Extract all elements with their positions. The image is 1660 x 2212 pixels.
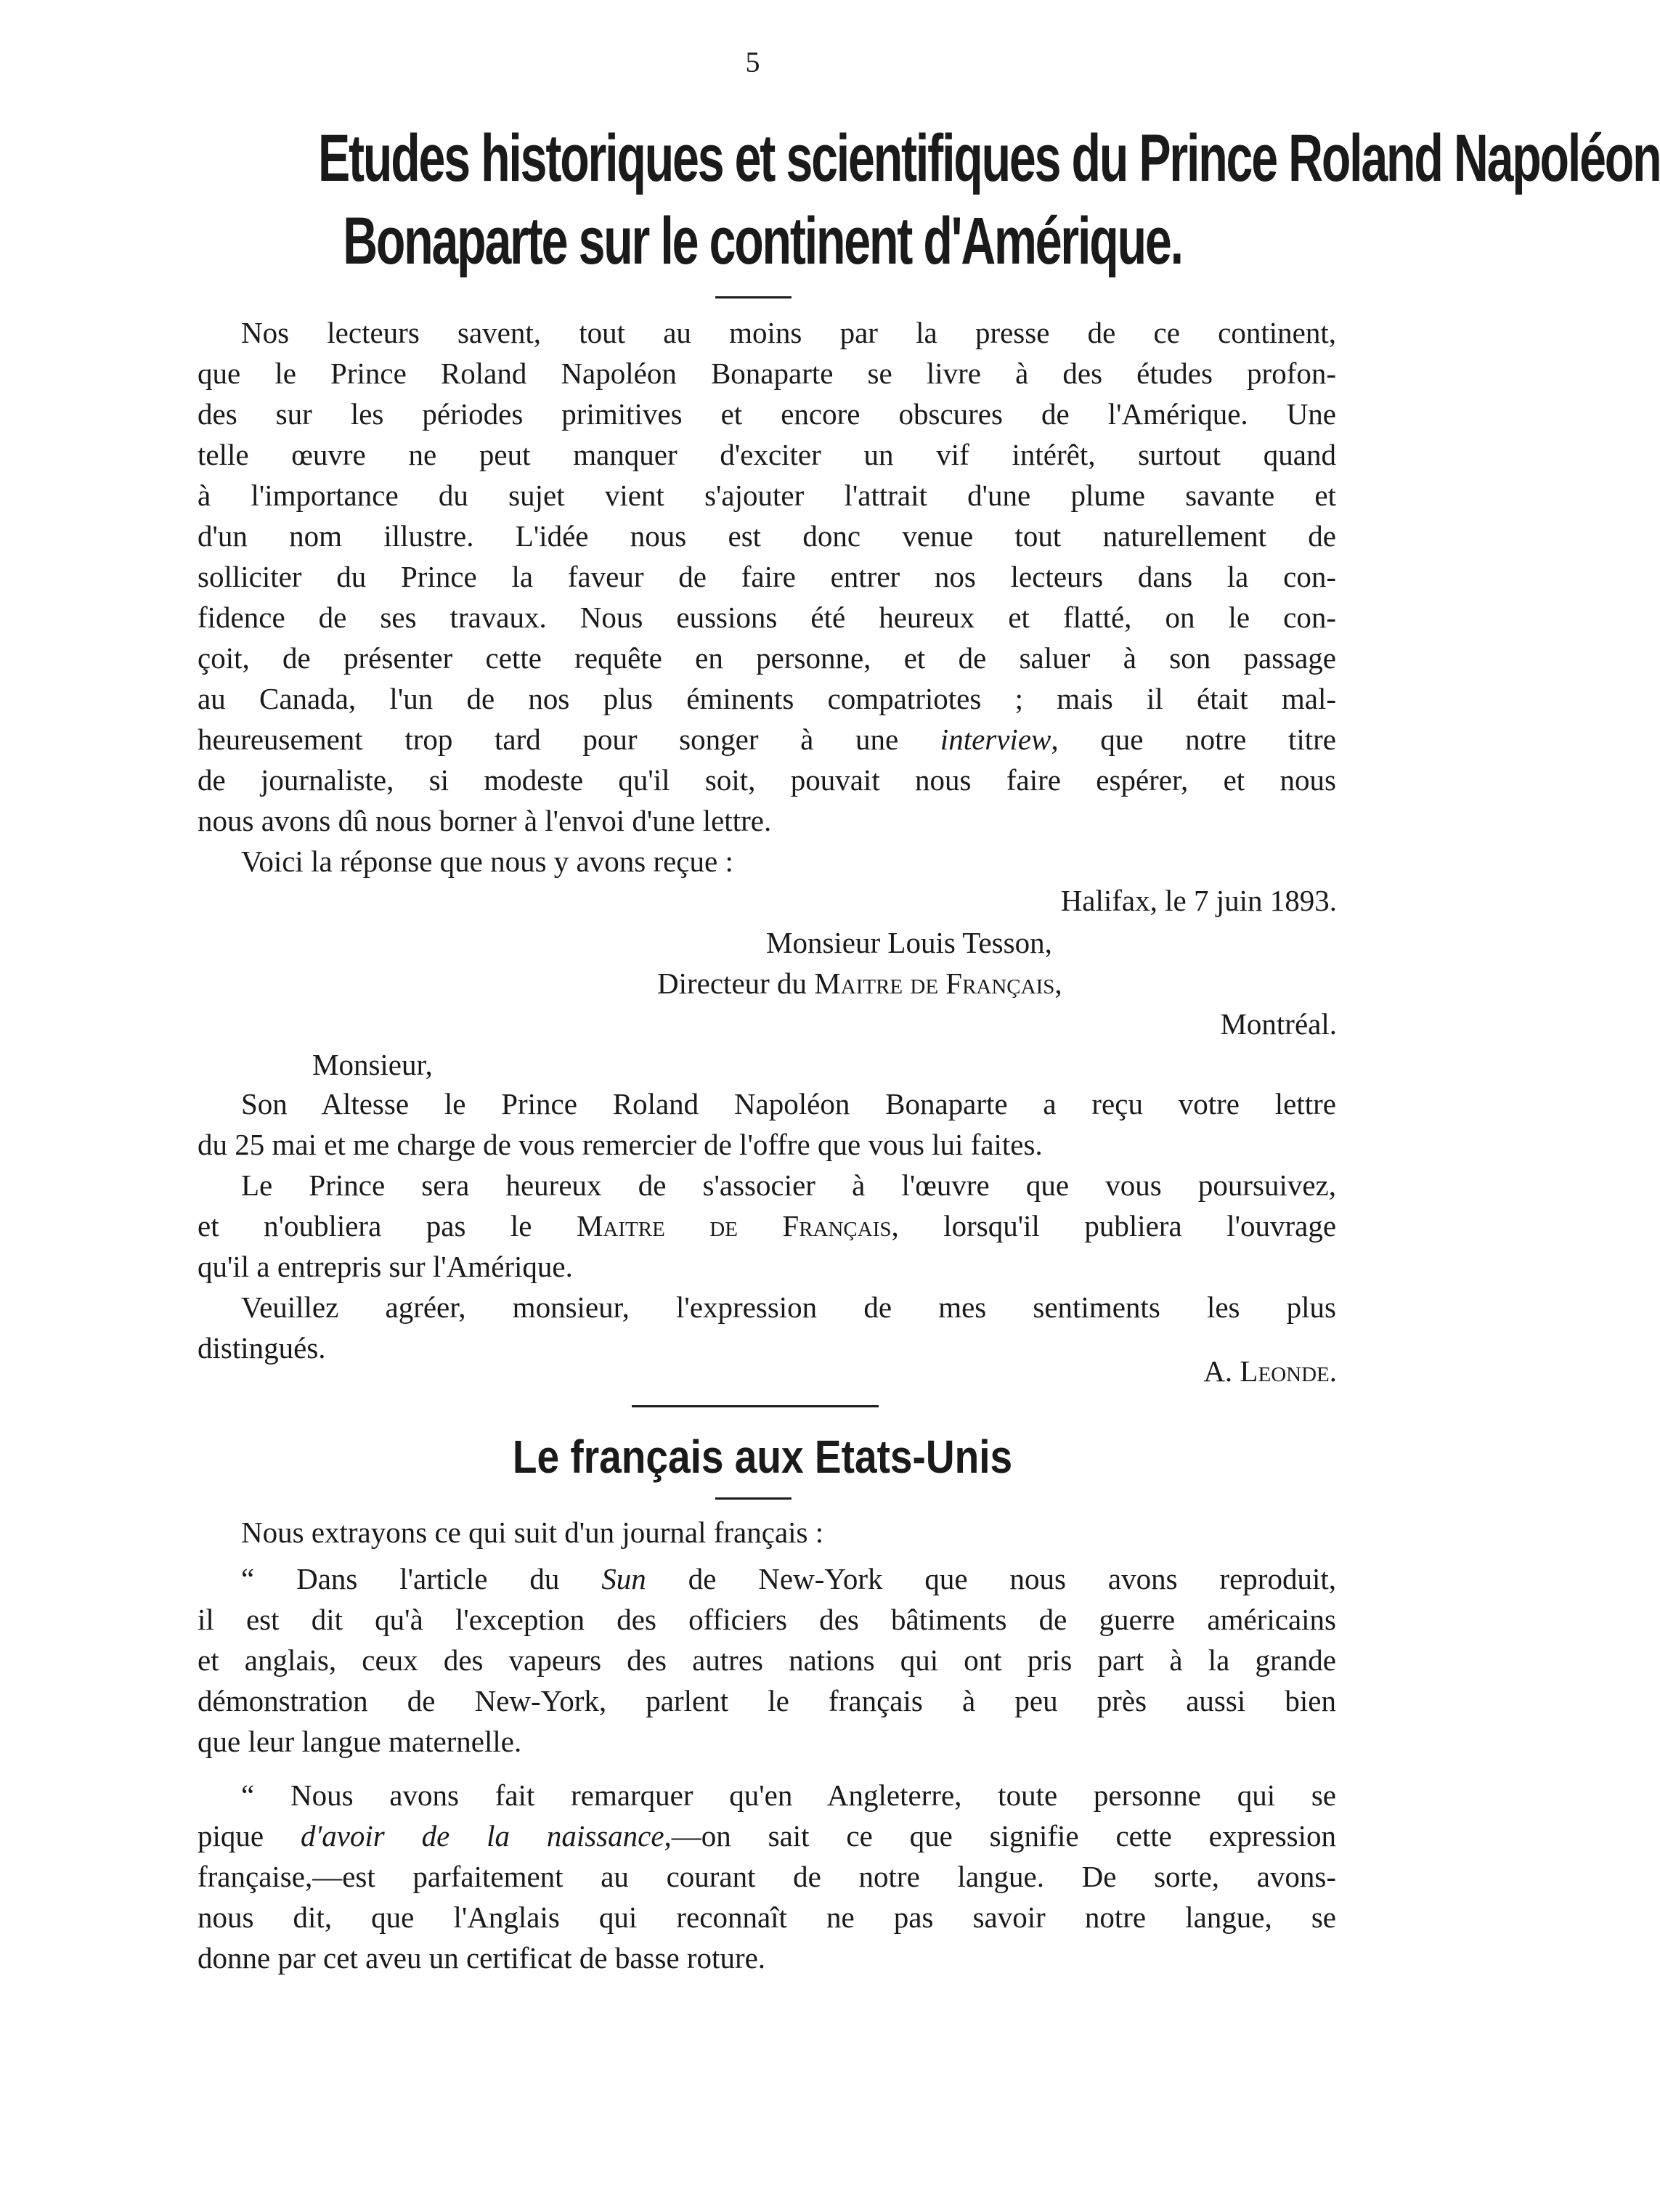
italic-phrase: d'avoir de la naissance (300, 1819, 664, 1853)
text-line: Veuillez agréer, monsieur, l'expression de mes sentiments les plus (241, 1290, 1336, 1324)
text-line: qu'il a entrepris sur l'Amérique. (198, 1250, 573, 1283)
text-line: donne par cet aveu un certificat de basse roture. (198, 1941, 766, 1975)
letter-closing (198, 1287, 1336, 1368)
publication-name: Maitre de Français, (814, 967, 1062, 1000)
letter-addressee-name: Monsieur Louis Tesson, (766, 926, 1052, 959)
text-line: au Canada, l'un de nos plus éminents compatriotes ; mais il était mal- (198, 682, 1336, 715)
reply-intro (198, 841, 1336, 882)
text-line: nous avons dû nous borner à l'envoi d'une lettre. (198, 804, 772, 837)
text-line: çoit, de présenter cette requête en personne, et de saluer à son passage (198, 641, 1336, 675)
text-line: à l'importance du sujet vient s'ajouter l'attrait d'une plume savante et (198, 479, 1336, 512)
text-line: Voici la réponse que nous y avons reçue : (241, 845, 733, 878)
section-divider (632, 1405, 879, 1407)
text-line: Nous extrayons ce qui suit d'un journal français : (241, 1516, 824, 1549)
letter-salutation: Monsieur, (312, 1048, 433, 1081)
text-line: d'un nom illustre. L'idée nous est donc venue tout naturellement de (198, 519, 1336, 553)
interview-word: interview (940, 723, 1051, 756)
text-line: il est dit qu'à l'exception des officiers des bâtiments de guerre américains (198, 1603, 1336, 1636)
title-divider (715, 296, 792, 298)
text-line: démonstration de New-York, parlent le français à peu près aussi bien (198, 1684, 1336, 1717)
article2-intro (198, 1512, 1336, 1553)
text-line: Son Altesse le Prince Roland Napoléon Bonaparte a reçu votre lettre (241, 1087, 1336, 1121)
text-line: Le Prince sera heureux de s'associer à l'œuvre que vous poursuivez, (241, 1168, 1336, 1202)
article-title-line-2: Bonaparte sur le continent d'Amérique. (343, 204, 1182, 278)
article2-paragraph-2 (198, 1775, 1336, 1978)
letter-place-date: Halifax, le 7 juin 1893. (1060, 884, 1337, 917)
heading-divider (715, 1497, 792, 1500)
text-line: et anglais, ceux des vapeurs des autres nations qui ont pris part à la grande (198, 1643, 1336, 1677)
text-segment: et n'oubliera pas le (198, 1209, 532, 1243)
text-line (198, 1815, 1336, 1856)
text-line (198, 1205, 1336, 1246)
text-line: solliciter du Prince la faveur de faire entrer nos lecteurs dans la con- (198, 560, 1336, 593)
text-line: du 25 mai et me charge de vous remercier de l'offre que vous lui faites. (198, 1128, 1043, 1161)
intro-paragraph (198, 312, 1336, 841)
text-line: “ Nous avons fait remarquer qu'en Angleterre, toute personne qui se (241, 1778, 1336, 1812)
text-line: des sur les périodes primitives et encore obscures de l'Amérique. Une (198, 397, 1336, 431)
text-line (198, 719, 1336, 760)
text-line: fidence de ses travaux. Nous eussions été heureux et flatté, on le con- (198, 601, 1336, 634)
letter-signature: A. Leonde. (1203, 1354, 1337, 1388)
letter-body-1 (198, 1083, 1336, 1165)
page-number: 5 (745, 46, 760, 78)
text-line: telle œuvre ne peut manquer d'exciter un vif intérêt, surtout quand (198, 438, 1336, 471)
text-line: nous dit, que l'Anglais qui reconnaît ne pas savoir notre langue, se (198, 1900, 1336, 1934)
text-line: Nos lecteurs savent, tout au moins par la presse de ce continent, (241, 316, 1336, 349)
article-title-line-1: Etudes historiques et scientifiques du Prince Roland Napoléon (318, 121, 1660, 195)
text-line: distingués. (198, 1331, 326, 1365)
text-segment: ,—on sait ce que signifie cette expression (664, 1819, 1336, 1853)
text-line: de journaliste, si modeste qu'il soit, pouvait nous faire espérer, et nous (198, 763, 1336, 797)
text-segment: “ Dans l'article du (241, 1562, 560, 1595)
letter-addressee-city: Montréal. (1220, 1007, 1337, 1041)
text-line: que leur langue maternelle. (198, 1725, 522, 1758)
text-segment: de New-York que nous avons reproduit, (688, 1562, 1336, 1595)
text-line: que le Prince Roland Napoléon Bonaparte se livre à des études profon- (198, 357, 1336, 390)
letter-body-2 (198, 1165, 1336, 1287)
text-segment: pique (198, 1819, 264, 1853)
article2-paragraph-1 (198, 1558, 1336, 1762)
text-segment: , que notre titre (1051, 723, 1337, 756)
newspaper-name: Sun (601, 1562, 646, 1595)
text-line: française,—est parfaitement au courant de notre langue. De sorte, avons- (198, 1860, 1336, 1893)
text-segment: Directeur du (657, 967, 807, 1000)
text-segment: heureusement trop tard pour songer à une (198, 723, 899, 756)
letter-addressee-title (657, 963, 1062, 1004)
text-line (198, 1558, 1336, 1599)
text-segment: , lorsqu'il publiera l'ouvrage (891, 1209, 1337, 1243)
publication-name: Maitre de Français (576, 1209, 892, 1243)
section-heading: Le français aux Etats-Unis (512, 1431, 1013, 1483)
